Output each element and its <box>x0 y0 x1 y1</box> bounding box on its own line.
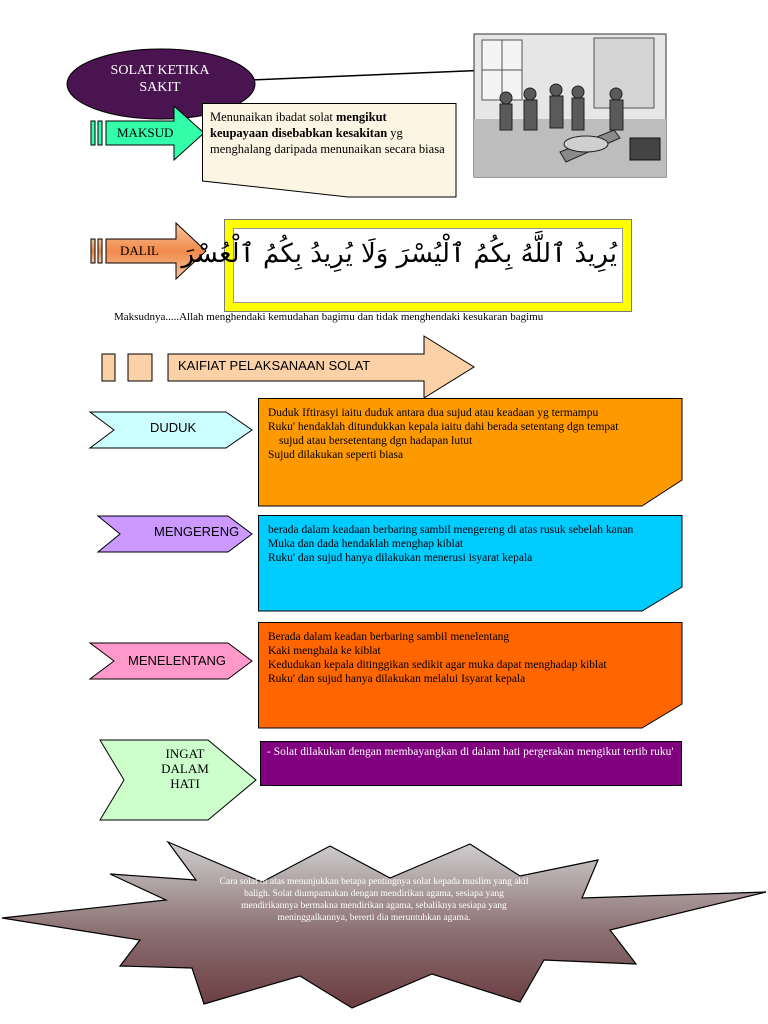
mengereng-line-1: berada dalam keadaan berbaring sambil mengereng di atas rusuk sebelah kanan <box>268 524 634 536</box>
menelentang-text <box>262 627 682 689</box>
dalil-label: DALIL <box>120 243 159 258</box>
mengereng-label: MENGERENG <box>154 524 240 539</box>
maksud-label: MAKSUD <box>117 125 174 140</box>
ingat-label <box>140 746 230 791</box>
ingat-box <box>260 741 682 786</box>
duduk-label: DUDUK <box>150 420 197 435</box>
duduk-text <box>262 403 682 465</box>
menelentang-label: MENELENTANG <box>128 653 226 668</box>
menelentang-line-1: Berada dalam keadan berbaring sambil menelentang <box>268 631 510 643</box>
dalil-arabic: يُرِيدُ ٱللَّهُ بِكُمُ ٱلْيُسْرَ وَلَا يُرِيدُ بِكُمُ ٱلْعُسْرَ <box>181 239 617 269</box>
conclusion-starburst <box>0 836 768 1016</box>
duduk-line-2: Ruku' hendaklah ditundukkan kepala iaitu dahi berada setentang dgn tempat <box>268 421 619 433</box>
page-title <box>90 62 230 96</box>
menelentang-line-4: Ruku' dan sujud hanya dilakukan melalui Isyarat kepala <box>268 673 526 685</box>
dalil-frame <box>181 219 632 312</box>
page-title-line-1: SOLAT KETIKA <box>110 63 210 78</box>
duduk-line-4: Sujud dilakukan seperti biasa <box>268 449 404 461</box>
duduk-line-1: Duduk Iftirasyi iaitu duduk antara dua sujud atau keadaan yg termampu <box>268 407 599 419</box>
duduk-line-3: sujud atau bersetentang dgn hadapan lutut <box>279 435 473 447</box>
menelentang-line-3: Kedudukan kepala ditinggikan sedikit agar muka dapat menghadap kiblat <box>268 659 607 671</box>
menelentang-line-2: Kaki menghala ke kiblat <box>268 645 381 657</box>
conclusion-text: Cara solat di atas menunjukkan betapa pentingnya solat kepada muslim yang akil baligh. Solat diumpamakan dengan mendirikan agama, sesiapa yang mendirikannya bermakna mendirikan agama, sebaliknya sesiapa yang meninggalkannya, bererti dia meruntuhkan agama. <box>219 877 529 923</box>
mengereng-line-3: Ruku' dan sujud hanya dilakukan menerusi isyarat kepala <box>268 552 533 564</box>
maksud-text <box>204 106 454 160</box>
ingat-label-line-3: HATI <box>170 776 200 791</box>
kaifiat-label: KAIFIAT PELAKSANAAN SOLAT <box>178 358 371 373</box>
ingat-label-line-2: DALAM <box>161 761 209 776</box>
maksud-text-post: yg menghalang daripada menunaikan secara biasa <box>210 126 445 156</box>
dalil-translation: Maksudnya.....Allah menghendaki kemudahan bagimu dan tidak menghendaki kesukaran bagimu <box>114 311 544 323</box>
page-title-line-2: SAKIT <box>139 80 181 95</box>
ingat-text: - Solat dilakukan dengan membayangkan di dalam hati pergerakan mengikut tertib ruku' <box>267 746 674 758</box>
maksud-text-pre: Menunaikan ibadat solat <box>210 110 337 124</box>
maksud-text-bold: mengikut keupayaan disebabkan kesakitan <box>210 110 388 140</box>
mengereng-text <box>262 520 682 568</box>
ingat-label-line-1: INGAT <box>165 746 205 761</box>
sick-person-carried-illustration <box>474 34 666 177</box>
mengereng-line-2: Muka dan dada hendaklah menghap kiblat <box>268 538 464 550</box>
